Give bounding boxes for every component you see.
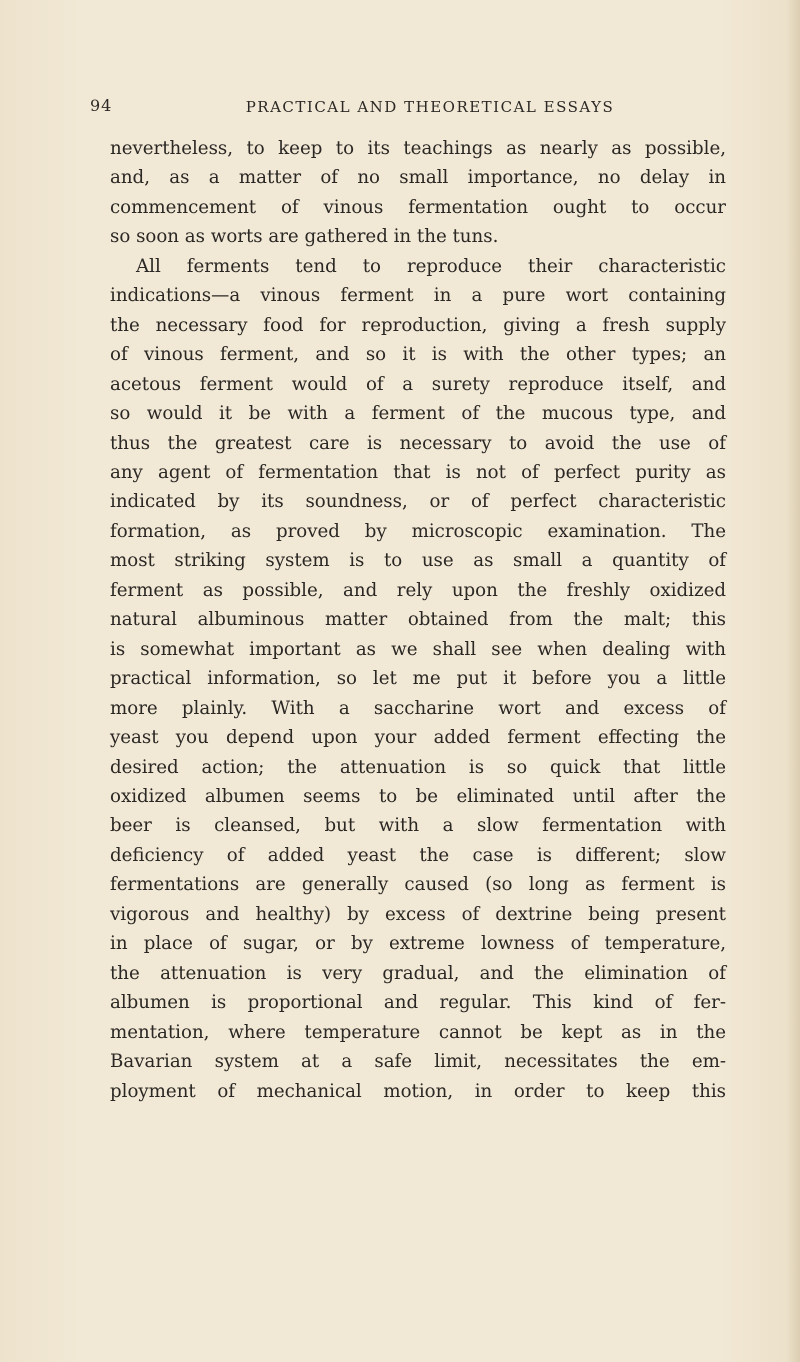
text-line: so soon as worts are gathered in the tuns.: [110, 226, 499, 248]
text-line: nevertheless, to keep to its teachings as nearly as possible,: [110, 138, 726, 159]
text-line: ployment of mechanical motion, in order to keep this: [110, 1080, 726, 1102]
text-line: indications—a vinous ferment in a pure wort containing: [110, 285, 726, 307]
running-head: PRACTICAL AND THEORETICAL ESSAYS: [245, 98, 615, 116]
text-line: in place of sugar, or by extreme lowness of temperature,: [110, 933, 726, 955]
text-line: acetous ferment would of a surety reproduce itself, and: [110, 373, 726, 395]
text-line: commencement of vinous fermentation ought to occur: [110, 196, 726, 218]
page-number: 94: [90, 96, 113, 115]
text-line: beer is cleansed, but with a slow fermentation with: [110, 815, 726, 837]
text-line: formation, as proved by microscopic examination. The: [110, 520, 726, 542]
page-edge-shadow: [786, 0, 800, 1362]
text-line: and, as a matter of no small importance, no delay in: [110, 167, 726, 189]
text-line: mentation, where temperature cannot be kept as in the: [110, 1021, 726, 1043]
text-line: of vinous ferment, and so it is with the other types; an: [110, 344, 726, 366]
text-line: albumen is proportional and regular. This kind of fer-: [110, 992, 726, 1014]
text-line: yeast you depend upon your added ferment effecting the: [110, 727, 726, 749]
text-line: fermentations are generally caused (so long as ferment is: [110, 874, 726, 896]
body-text: [110, 134, 726, 1106]
text-line: the necessary food for reproduction, giving a fresh supply: [110, 314, 726, 336]
text-line: oxidized albumen seems to be eliminated until after the: [110, 785, 726, 807]
text-line: more plainly. With a saccharine wort and excess of: [110, 697, 726, 719]
text-line: so would it be with a ferment of the mucous type, and: [110, 403, 726, 425]
text-line: deficiency of added yeast the case is different; slow: [110, 844, 726, 866]
text-line: most striking system is to use as small a quantity of: [110, 550, 726, 572]
text-line: is somewhat important as we shall see when dealing with: [110, 638, 726, 660]
text-line: the attenuation is very gradual, and the elimination of: [110, 962, 726, 984]
text-line: thus the greatest care is necessary to avoid the use of: [110, 432, 726, 454]
text-line: ferment as possible, and rely upon the freshly oxidized: [110, 579, 726, 601]
text-line: natural albuminous matter obtained from the malt; this: [110, 609, 726, 631]
text-line: desired action; the attenuation is so quick that little: [110, 756, 726, 778]
text-line: indicated by its soundness, or of perfect characteristic: [110, 491, 726, 513]
text-line: Bavarian system at a safe limit, necessitates the em-: [110, 1051, 726, 1073]
text-line: vigorous and healthy) by excess of dextrine being present: [110, 903, 726, 925]
text-line: All ferments tend to reproduce their characteristic: [136, 255, 726, 277]
text-line: practical information, so let me put it before you a little: [110, 668, 726, 690]
text-line: any agent of fermentation that is not of perfect purity as: [110, 461, 726, 483]
